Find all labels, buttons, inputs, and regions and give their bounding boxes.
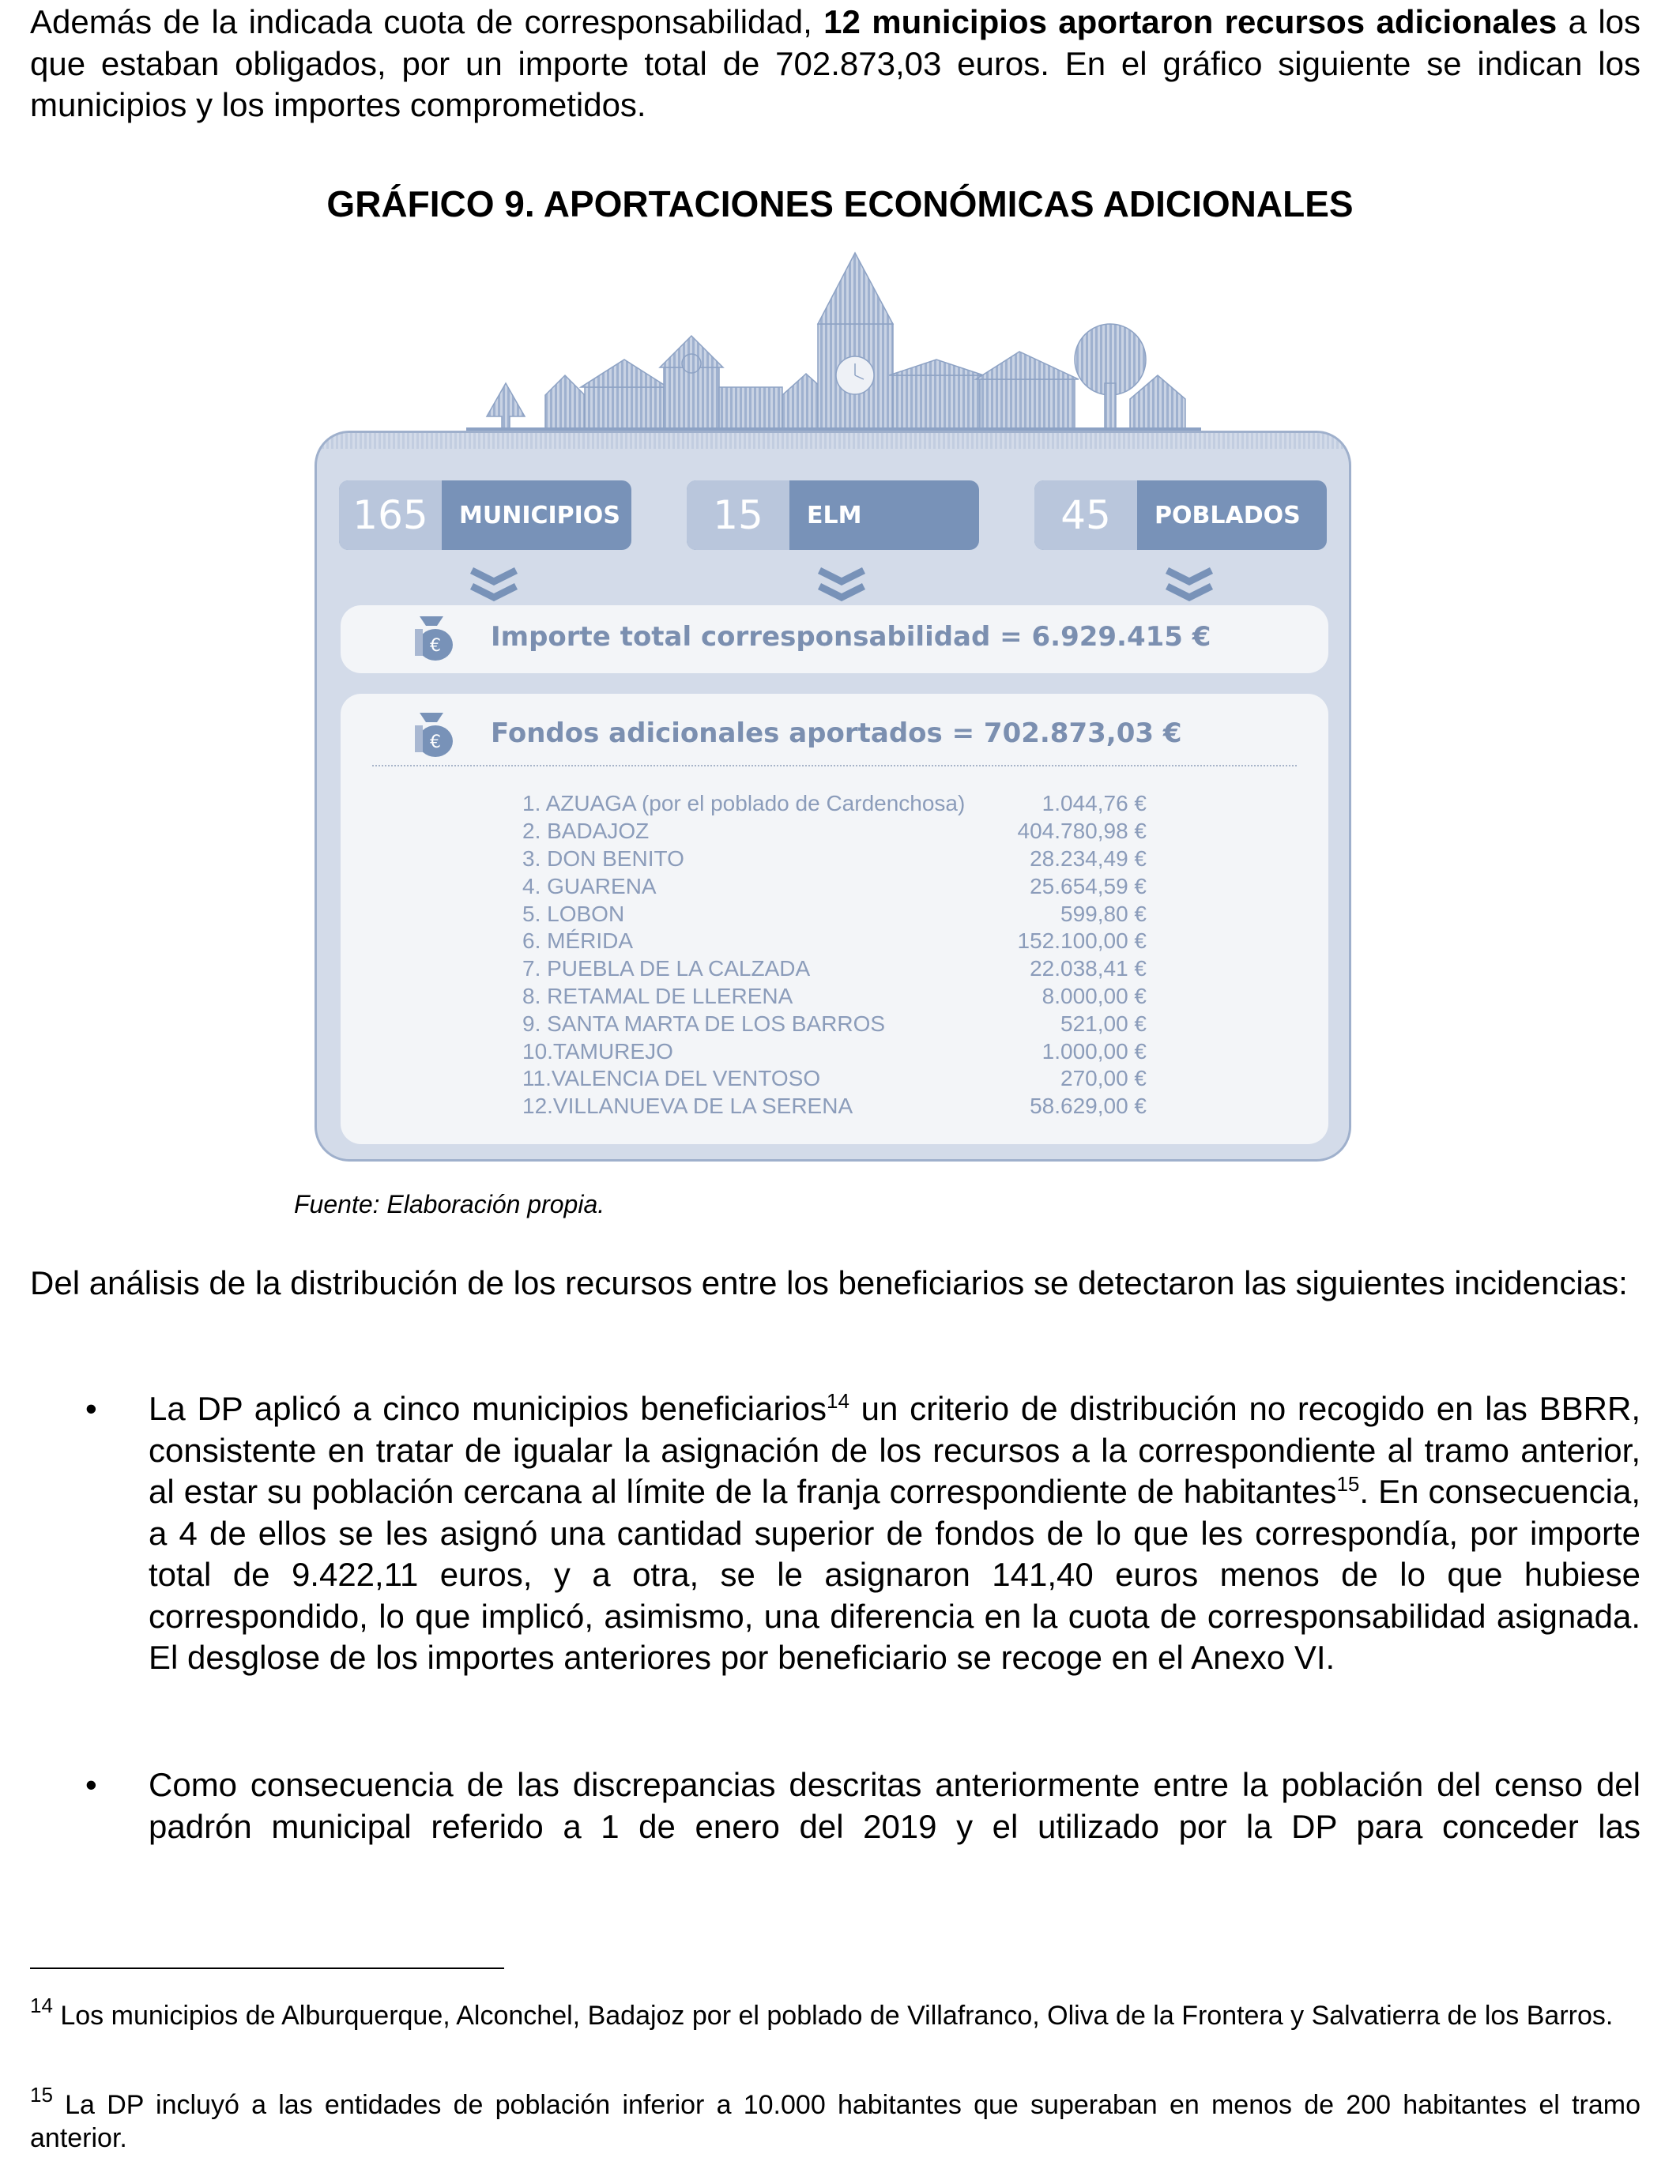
total-box bbox=[341, 605, 1328, 673]
bullet-marker: • bbox=[85, 1766, 97, 1803]
town-skyline-icon bbox=[308, 249, 1359, 439]
counter-municipios bbox=[339, 480, 631, 550]
counter-number: 15 bbox=[687, 480, 789, 550]
total-label: Importe total corresponsabilidad = 6.929.415 € bbox=[491, 621, 1211, 653]
svg-text:€: € bbox=[430, 732, 441, 752]
counter-label: MUNICIPIOS bbox=[459, 501, 620, 529]
chevron-down-icon bbox=[469, 567, 519, 602]
list-item: 12.VILLANUEVA DE LA SERENA 58.629,00 € bbox=[522, 1094, 1147, 1119]
chevron-down-icon bbox=[1164, 567, 1215, 602]
divider bbox=[372, 765, 1297, 766]
money-bag-icon bbox=[412, 613, 458, 662]
counter-number: 45 bbox=[1034, 480, 1137, 550]
list-item: 5. LOBON 599,80 € bbox=[522, 901, 1147, 926]
list-item: 11.VALENCIA DEL VENTOSO 270,00 € bbox=[522, 1066, 1147, 1091]
figure-source: Fuente: Elaboración propia. bbox=[294, 1190, 605, 1218]
analysis-intro: Del análisis de la distribución de los recursos entre los beneficiarios se detectaron las siguientes incidencias: bbox=[30, 1264, 1628, 1301]
footnote-15: $^{15}$ La DP incluyó a las entidades de población inferior a 10.000 habitantes que superaban en menos de 200 habitantes el tramo anterior. bbox=[30, 2083, 1640, 2153]
counter-elm bbox=[687, 480, 979, 550]
counter-number: 165 bbox=[339, 480, 442, 550]
svg-text:€: € bbox=[430, 636, 441, 656]
bullet-item-2: Como consecuencia de las discrepancias descritas anteriormente entre la población del censo del padrón municipal referido a 1 de enero del 2019 y el utilizado por la DP para conceder las bbox=[149, 1766, 1640, 1845]
intro-text-a: Además de la indicada cuota de corresponsabilidad, bbox=[30, 3, 812, 40]
list-item: 10.TAMUREJO 1.000,00 € bbox=[522, 1038, 1147, 1064]
bullet-item-1: La DP aplicó a cinco municipios beneficiarios$^{14}$ un criterio de distribución no recogido en las BBRR, consistente en tratar de igualar la asignación de los recursos a la correspondiente al tramo anterior, al estar su población cercana al límite de la franja correspondiente de habitantes$^{15}$. En consecuencia, a 4 de ellos se les asignó una cantidad superior de fondos de lo que les correspondía, por importe total de 9.422,11 euros, y a otra, se le asignaron 141,40 euros menos de lo que hubiese correspondido, lo que implicó, asimismo, una diferencia en la cuota de corresponsabilidad asignada. El desglose de los importes anteriores por beneficiario se recoge en el Anexo VI. bbox=[149, 1389, 1640, 1676]
footnote-14: $^{14}$ Los municipios de Alburquerque, Alconchel, Badajoz por el poblado de Villafranco, Oliva de la Frontera y Salvatierra de los Barros. bbox=[30, 1994, 1614, 2031]
intro-text-c: a los que estaban obligados, por un importe total de 702.873,03 euros. En el gráfico siguiente se indican los municipios y los importes comprometidos. bbox=[30, 3, 1641, 123]
counter-label: POBLADOS bbox=[1155, 501, 1301, 529]
list-item: 7. PUEBLA DE LA CALZADA 22.038,41 € bbox=[522, 956, 1147, 981]
additional-label: Fondos adicionales aportados = 702.873,03 € bbox=[491, 717, 1182, 749]
list-item: 2. BADAJOZ 404.780,98 € bbox=[522, 819, 1147, 844]
footnote-divider bbox=[30, 1967, 504, 1969]
additional-funds-box bbox=[341, 694, 1328, 1144]
counter-poblados bbox=[1034, 480, 1327, 550]
footnote-ref-14[interactable]: 14 bbox=[827, 1389, 849, 1413]
list-item: 8. RETAMAL DE LLERENA 8.000,00 € bbox=[522, 983, 1147, 1008]
list-item: 6. MÉRIDA 152.100,00 € bbox=[522, 928, 1147, 954]
municipality-list bbox=[522, 790, 1147, 1120]
money-bag-icon bbox=[412, 710, 458, 759]
intro-bold: 12 municipios aportaron recursos adicionales bbox=[823, 3, 1558, 40]
counter-label: ELM bbox=[807, 501, 862, 529]
summary-panel bbox=[315, 431, 1351, 1162]
footnote-ref-15[interactable]: 15 bbox=[1336, 1472, 1360, 1496]
bullet-marker: • bbox=[85, 1390, 97, 1427]
infographic bbox=[308, 249, 1359, 1165]
list-item: 3. DON BENITO 28.234,49 € bbox=[522, 845, 1147, 871]
list-item: 4. GUARENA 25.654,59 € bbox=[522, 873, 1147, 898]
intro-paragraph bbox=[30, 2, 1640, 126]
list-item: 9. SANTA MARTA DE LOS BARROS 521,00 € bbox=[522, 1011, 1147, 1036]
list-item: 1. AZUAGA (por el poblado de Cardenchosa) 1.044,76 € bbox=[522, 791, 1147, 816]
chevron-down-icon bbox=[816, 567, 867, 602]
figure-title: GRÁFICO 9. APORTACIONES ECONÓMICAS ADICIONALES bbox=[326, 183, 1354, 224]
